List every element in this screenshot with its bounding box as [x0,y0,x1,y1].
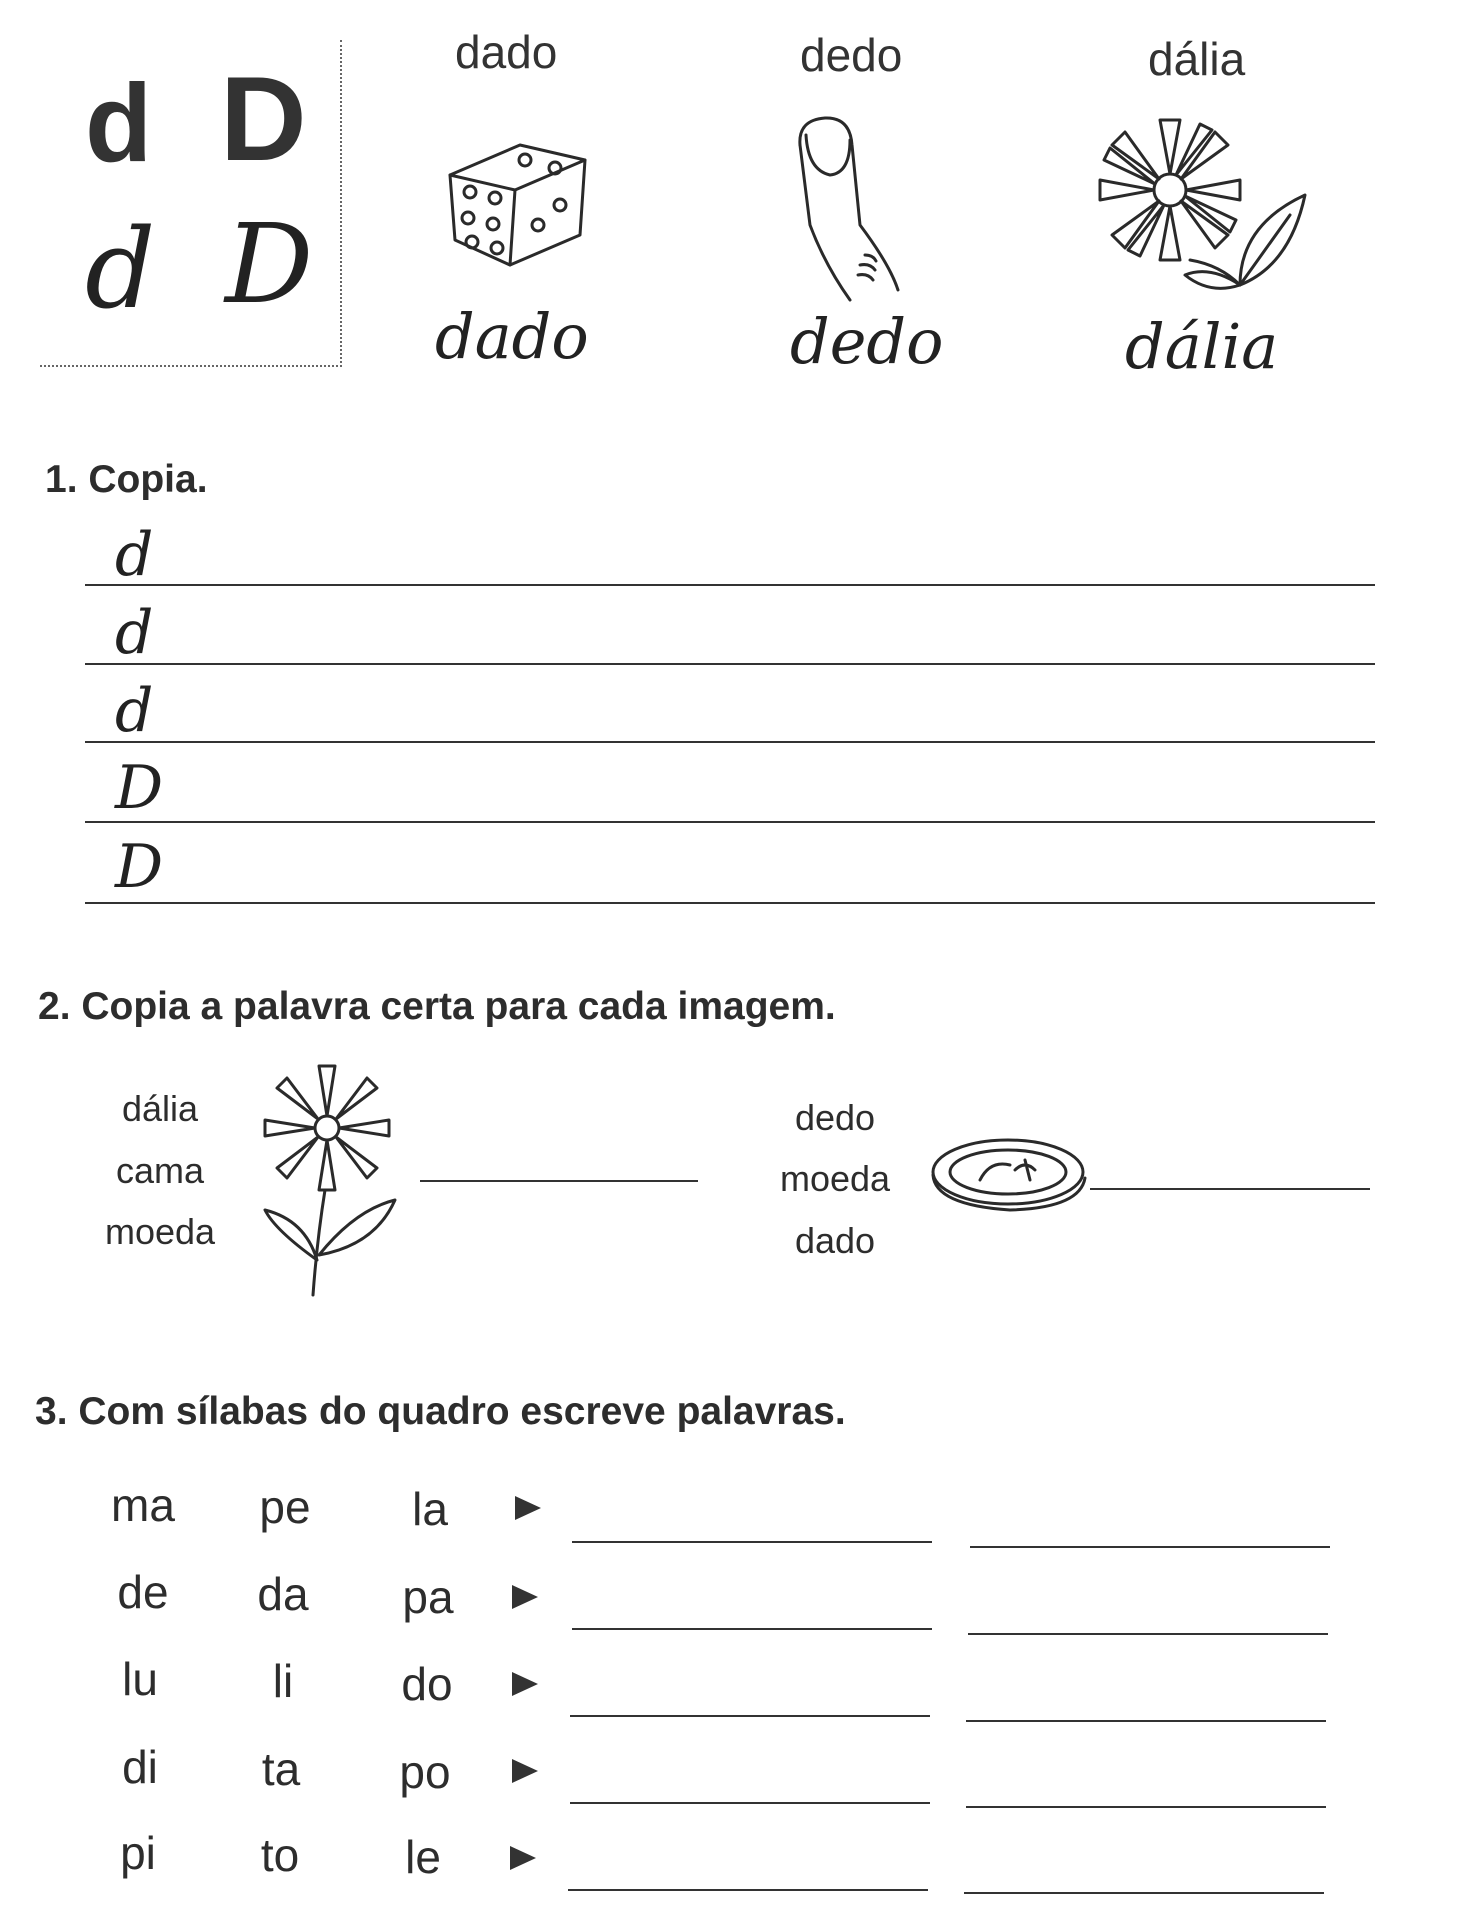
answer-line[interactable] [964,1892,1324,1894]
syllable: to [260,1829,300,1881]
cursive-upper-letter: D [225,200,314,328]
arrow-icon [510,1846,536,1870]
copy-row-4-letter: D [115,753,164,823]
arrow-icon [515,1496,541,1520]
word-cursive-dalia: dália [1125,310,1279,383]
right-option-3: dado [794,1220,876,1261]
copy-row-5-letter: D [115,832,164,902]
dahlia-flower-icon [255,1060,405,1300]
syllable: la [412,1483,448,1535]
answer-line[interactable] [568,1889,928,1891]
dahlia-flower-icon [1090,115,1320,295]
syllable: pa [402,1571,454,1623]
syllable: ma [111,1479,175,1531]
arrow-icon [512,1759,538,1783]
print-lower-letter: d [85,62,153,185]
right-option-1: dedo [794,1097,876,1138]
cursive-lower-letter: d [85,205,156,333]
answer-line[interactable] [966,1806,1326,1808]
syllable: li [272,1655,294,1707]
answer-line[interactable] [572,1628,932,1630]
syllable: pi [120,1827,156,1879]
left-option-1: dália [121,1088,199,1129]
copy-row-2-line[interactable] [85,663,1375,665]
copy-row-5-line[interactable] [85,902,1375,904]
word-cursive-dado: dado [435,300,589,373]
copy-row-2-letter: d [115,598,154,668]
left-option-2: cama [115,1150,205,1191]
arrow-icon [512,1672,538,1696]
word-cursive-dedo: dedo [790,305,944,378]
syllable: le [405,1831,441,1883]
arrow-icon [512,1585,538,1609]
answer-line[interactable] [970,1546,1330,1548]
exercise1-title: 1. Copia. [45,458,208,501]
copy-row-3-letter: d [115,676,154,746]
answer-line[interactable] [572,1541,932,1543]
copy-row-4-line[interactable] [85,821,1375,823]
answer-line[interactable] [570,1715,930,1717]
syllable: ta [261,1743,301,1795]
exercise2-title: 2. Copia a palavra certa para cada imagem. [38,985,836,1028]
syllable: po [399,1746,451,1798]
left-option-3: moeda [104,1211,216,1252]
syllable: da [257,1568,309,1620]
syllable: do [401,1658,453,1710]
answer-line[interactable] [570,1802,930,1804]
word-print-dalia: dália [1148,33,1246,85]
print-upper-letter: D [220,52,307,186]
syllable: di [122,1741,158,1793]
syllable: pe [259,1481,311,1533]
dice-icon [440,130,600,280]
right-option-2: moeda [779,1158,891,1199]
word-print-dedo: dedo [800,29,903,81]
copy-row-1-line[interactable] [85,584,1375,586]
copy-row-3-line[interactable] [85,741,1375,743]
copy-row-1-letter: d [115,520,154,590]
finger-icon [780,115,910,305]
syllable: de [117,1566,169,1618]
right-answer-line[interactable] [1090,1188,1370,1190]
answer-line[interactable] [968,1633,1328,1635]
left-answer-line[interactable] [420,1180,698,1182]
exercise3-title: 3. Com sílabas do quadro escreve palavras. [35,1390,846,1433]
coin-icon [930,1130,1090,1230]
letter-box [40,40,342,367]
answer-line[interactable] [966,1720,1326,1722]
syllable: lu [122,1653,158,1705]
word-print-dado: dado [455,26,558,78]
